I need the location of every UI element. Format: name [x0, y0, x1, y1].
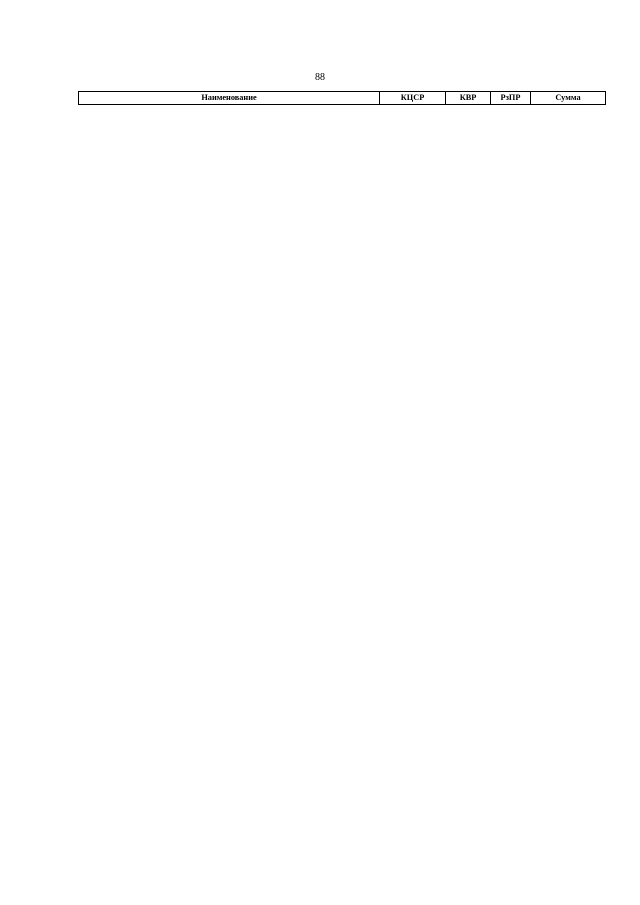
column-header-rzpr: РзПР — [491, 92, 531, 105]
table-header-row — [79, 92, 606, 105]
column-header-kvr: КВР — [446, 92, 491, 105]
column-header-kcsr: КЦСР — [380, 92, 446, 105]
column-header-sum: Сумма — [531, 92, 606, 105]
budget-table — [78, 91, 606, 105]
column-header-name: Наименование — [79, 92, 380, 105]
page-number: 88 — [315, 72, 325, 83]
